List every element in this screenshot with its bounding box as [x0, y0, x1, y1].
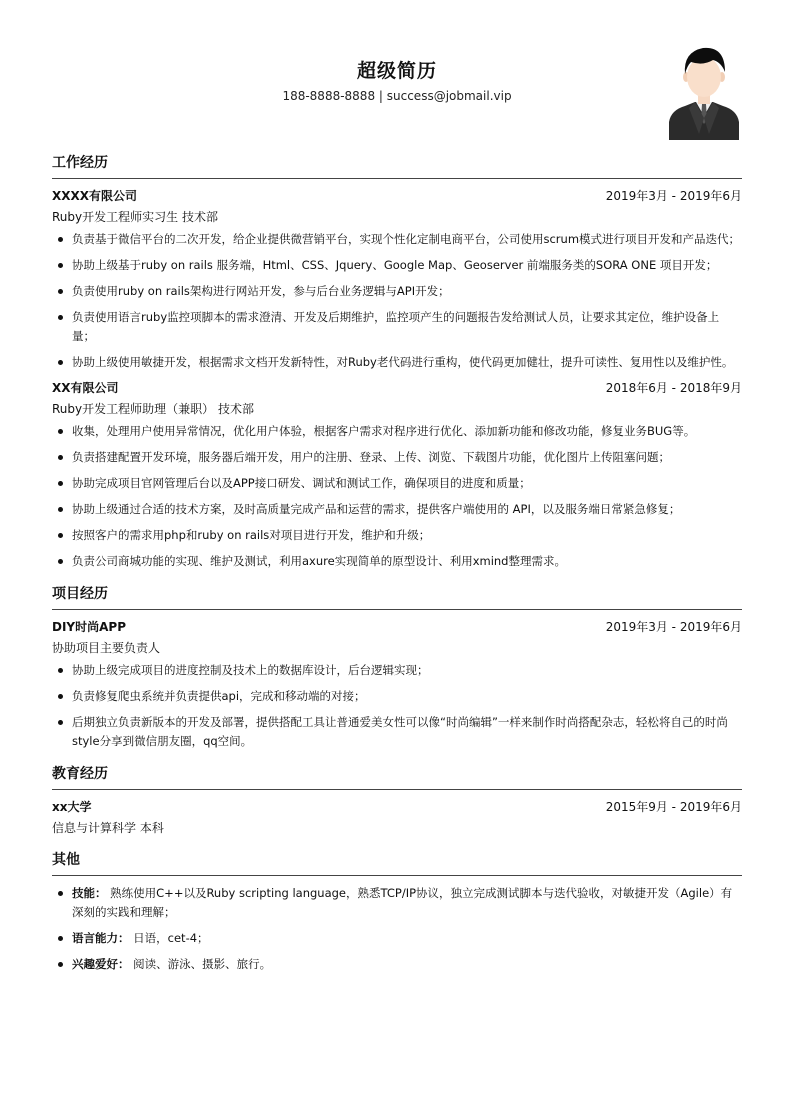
other-item-text: 熟练使用C++以及Ruby scripting language，熟悉TCP/IP协议，独立完成测试脚本与迭代验收，对敏捷开发（Agile）有深刻的实践和理解； — [72, 886, 733, 919]
bullet-item: 负责修复爬虫系统并负责提供api，完成和移动端的对接； — [52, 687, 742, 706]
entry-org: XX有限公司 — [52, 381, 119, 395]
other-section — [52, 849, 742, 974]
education-section-title: 教育经历 — [52, 763, 742, 790]
education-entry — [52, 798, 742, 837]
work-entry — [52, 379, 742, 571]
other-item-text: 日语，cet-4； — [133, 931, 209, 945]
resume-page — [52, 0, 742, 981]
bullet-item: 负责基于微信平台的二次开发，给企业提供微营销平台，实现个性化定制电商平台，公司使用scrum模式进行项目开发和产品迭代； — [52, 230, 742, 249]
bullet-item: 负责使用ruby on rails架构进行网站开发，参与后台业务逻辑与API开发； — [52, 282, 742, 301]
entry-date: 2018年6月 - 2018年9月 — [605, 381, 742, 395]
entry-org: xx大学 — [52, 800, 92, 814]
entry-date: 2019年3月 - 2019年6月 — [605, 189, 742, 203]
bullet-item: 负责搭建配置开发环境，服务器后端开发，用户的注册、登录、上传、浏览、下载图片功能，优化图片上传阻塞问题； — [52, 448, 742, 467]
bullet-item: 负责使用语言ruby监控项脚本的需求澄清、开发及后期维护，监控项产生的问题报告发给测试人员，让要求其定位，维护设备上量； — [52, 308, 742, 346]
work-section-title: 工作经历 — [52, 152, 742, 179]
other-bullets — [52, 884, 742, 974]
bullet-item: 后期独立负责新版本的开发及部署，提供搭配工具让普通爱美女性可以像“时尚编辑”一样来制作时尚搭配杂志，轻松将自己的时尚style分享到微信朋友圈，qq空间。 — [52, 713, 742, 751]
bullet-item: 协助上级通过合适的技术方案，及时高质量完成产品和运营的需求，提供客户端使用的 API，以及服务端日常紧急修复； — [52, 500, 742, 519]
entry-bullets — [52, 422, 742, 571]
entry-org: XXXX有限公司 — [52, 189, 138, 203]
bullet-item: 按照客户的需求用php和ruby on rails对项目进行开发，维护和升级； — [52, 526, 742, 545]
entry-date: 2015年9月 - 2019年6月 — [605, 800, 742, 814]
candidate-name: 超级简历 — [356, 60, 437, 82]
resume-header — [52, 0, 742, 140]
entry-role: Ruby开发工程师实习生 技术部 — [52, 210, 218, 224]
projects-section-title: 项目经历 — [52, 583, 742, 610]
bullet-item: 协助上级使用敏捷开发，根据需求文档开发新特性，对Ruby老代码进行重构，使代码更加健壮，提升可读性、复用性以及维护性。 — [52, 353, 742, 372]
entry-date: 2019年3月 - 2019年6月 — [605, 620, 742, 634]
entry-role: 协助项目主要负责人 — [52, 641, 161, 655]
other-item-label: 技能： — [72, 886, 107, 900]
other-item-text: 阅读、游泳、摄影、旅行。 — [133, 957, 272, 971]
project-entry — [52, 618, 742, 751]
avatar-icon — [669, 44, 739, 140]
entry-bullets — [52, 230, 742, 372]
other-item-label: 语言能力： — [72, 931, 130, 945]
work-entry — [52, 187, 742, 372]
bullet-item: 负责公司商城功能的实现、维护及测试，利用axure实现简单的原型设计、利用xmind整理需求。 — [52, 552, 742, 571]
contact-info: 188-8888-8888 | success@jobmail.vip — [282, 89, 512, 103]
bullet-item: 协助完成项目官网管理后台以及APP接口研发、调试和测试工作，确保项目的进度和质量； — [52, 474, 742, 493]
other-item-label: 兴趣爱好： — [72, 957, 130, 971]
other-item — [52, 929, 742, 948]
other-item — [52, 884, 742, 922]
entry-role: Ruby开发工程师助理（兼职） 技术部 — [52, 402, 254, 416]
bullet-item: 协助上级完成项目的进度控制及技术上的数据库设计，后台逻辑实现； — [52, 661, 742, 680]
other-section-title: 其他 — [52, 849, 742, 876]
projects-section — [52, 583, 742, 751]
entry-bullets — [52, 661, 742, 751]
bullet-item: 协助上级基于ruby on rails 服务端，Html、CSS、Jquery、Google Map、Geoserver 前端服务类的SORA ONE 项目开发； — [52, 256, 742, 275]
entry-org: DIY时尚APP — [52, 620, 126, 634]
other-item — [52, 955, 742, 974]
work-section — [52, 152, 742, 571]
education-section — [52, 763, 742, 837]
entry-role: 信息与计算科学 本科 — [52, 821, 164, 835]
bullet-item: 收集，处理用户使用异常情况，优化用户体验，根据客户需求对程序进行优化、添加新功能和修改功能，修复业务BUG等。 — [52, 422, 742, 441]
